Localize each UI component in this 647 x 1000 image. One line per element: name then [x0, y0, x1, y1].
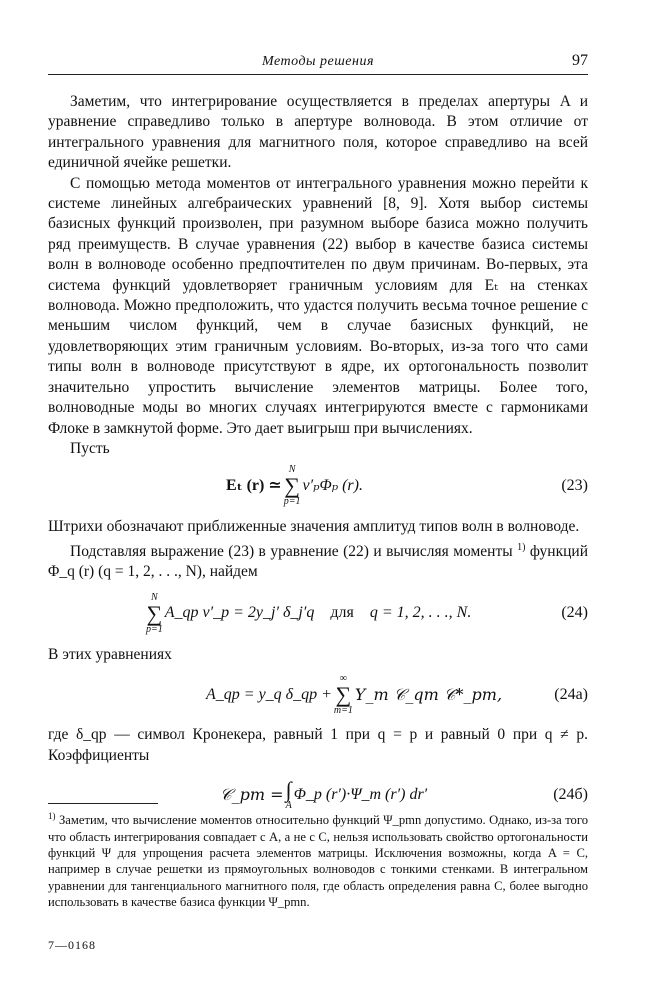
- sum-icon: N ∑ p=1: [146, 591, 163, 635]
- paragraph-2: С помощью метода моментов от интегрального уравнения можно перейти к системе линейных алгебраических уравнений [8, 9]. Хотя выбор системы базисных функций произволен, при разумном выборе базиса можно получить ряд преимуществ. В случае уравнения (22) выбор в качестве базиса системы волн в волноводе особенно предпочтителен по двум причинам. Во-первых, эта система функций удовлетворяет граничным условиям для Eₜ на стенках волновода. Можно предположить, что удастся получить весьма точное решение с меньшим числом функций, чем в случае базисных функций, не удовлетворяющих этим граничным условиям. Во-вторых, из-за того что сами типы волн в волноводе присутствуют в ядре, их ортогональность позволит значительно упростить вычисление элементов матрицы. Более того, волноводные моды во многих случаях интегрируются вместе с гармониками Флоке в замкнутой форме. Это дает выигрыш при вычислениях.: [48, 174, 588, 437]
- eq23-lhs: Eₜ (r) ≃: [226, 477, 282, 495]
- paragraph-primes: Штрихи обозначают приближенные значения амплитуд типов волн в волноводе.: [48, 518, 580, 536]
- paragraph-let: Пусть: [70, 439, 110, 457]
- eq23-rhs: v′ₚΦₚ (r).: [302, 477, 363, 495]
- eq24b-int-lower: A: [285, 799, 292, 811]
- footnote-text: Заметим, что вычисление моментов относительно функций Ψ_pmn допустимо. Однако, из-за того что область интегрирования совпадает с A, а не с C, нельзя использовать свойство ортогональности функций Ψ для упрощения расчета элементов матрицы. Исключения возможны, когда A = C, например в случае решетки из прямоугольных волноводов с тонкими стенками. В интегральном уравнении для тангенциального магнитного поля, где область определения равна C, более выгодно использовать в качестве базиса функции Ψ_pmn.: [48, 813, 588, 910]
- paragraph-in-equations: В этих уравнениях: [48, 645, 172, 663]
- eq24a-lhs: A_qp = y_q δ_qp +: [206, 685, 332, 703]
- eq24a-sum-upper: ∞: [339, 673, 347, 685]
- substitute-text-b: функций Φ_q (r) (q = 1, 2, . . ., N), найдем: [48, 542, 588, 581]
- eq24a-number: (24а): [554, 685, 588, 703]
- eq24b-rhs: Φ_p (r′)·Ψ_m (r′) dr′: [293, 785, 428, 803]
- eq24-range: q = 1, 2, . . ., N.: [369, 604, 472, 622]
- main-text: [48, 92, 588, 824]
- integral-icon: ∫ A: [285, 776, 292, 811]
- footnote-divider: [48, 803, 158, 804]
- equation-23: [48, 455, 588, 517]
- eq24a-sum-lower: m=1: [333, 705, 353, 717]
- eq24-sum-lower: p=1: [146, 623, 163, 635]
- footnote: [48, 808, 588, 911]
- eq24-number: (24): [561, 604, 588, 622]
- sum-icon: N ∑ p=1: [283, 464, 301, 508]
- eq23-sum-lower: p=1: [283, 496, 301, 508]
- eq24b-lhs: 𝒞_pm =: [220, 784, 284, 804]
- eq24b-number: (24б): [553, 785, 588, 803]
- page-number: 97: [572, 52, 588, 69]
- paragraph-substitute: [48, 538, 588, 583]
- equation-24: [48, 583, 588, 645]
- signature-mark: 7—0168: [48, 938, 96, 952]
- eq24-expr: A_qp v′_p = 2y_j′ δ_j′q: [164, 604, 315, 622]
- eq24a-rhs: Y_m 𝒞_qm 𝒞*_pm,: [354, 684, 503, 704]
- eq23-sum-upper: N: [288, 464, 296, 476]
- sum-icon: ∞ ∑ m=1: [333, 673, 353, 717]
- page-header: [48, 52, 588, 75]
- substitute-text-a: Подставляя выражение (23) в уравнение (22) и вычисляя моменты: [70, 542, 513, 560]
- running-title: Методы решения: [262, 54, 374, 69]
- eq23-number: (23): [561, 477, 588, 495]
- footnote-mark: 1): [48, 811, 56, 821]
- paragraph-1: Заметим, что интегрирование осуществляется в пределах апертуры A и уравнение справедливо только в апертуре волновода. В этом отличие от интегрального уравнения для магнитного поля, которое справедливо на всей единичной ячейке решетки.: [48, 93, 588, 172]
- eq24-for-word: для: [330, 604, 354, 622]
- paragraph-kronecker: где δ_qp — символ Кронекера, равный 1 при q = p и равный 0 при q ≠ p. Коэффициенты: [48, 726, 588, 764]
- eq24-sum-upper: N: [151, 591, 158, 603]
- equation-24a: [48, 665, 588, 725]
- footnote-ref: 1): [517, 541, 526, 553]
